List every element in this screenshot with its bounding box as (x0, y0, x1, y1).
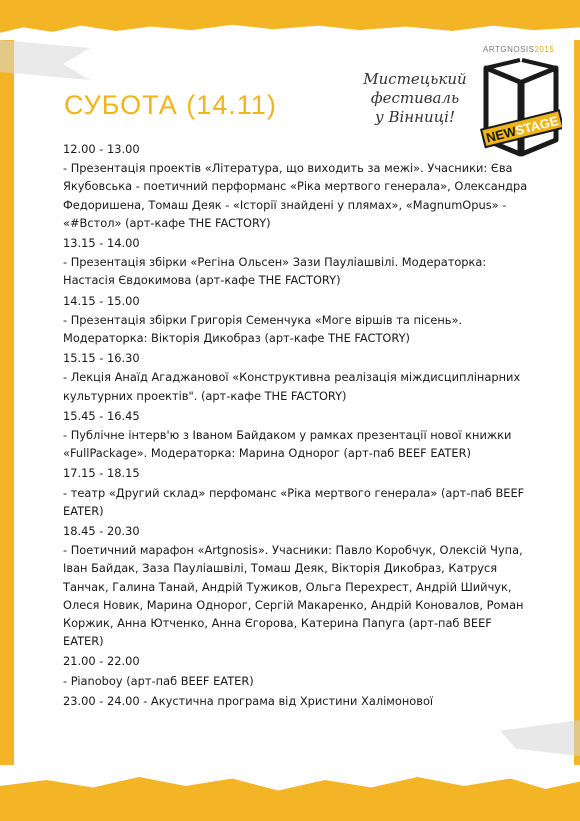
program-item (63, 652, 533, 691)
torn-top-edge (0, 22, 580, 40)
program-item (63, 349, 533, 407)
program-item (63, 522, 533, 652)
program-item (63, 234, 533, 292)
item-time: 15.45 - 16.45 (63, 408, 140, 423)
logo-text-stage: STAGE (513, 113, 560, 139)
program-schedule (63, 140, 533, 712)
brand-prefix: ARTGNOSIS (483, 45, 535, 54)
day-title: СУБОТА (14.11) (64, 90, 277, 120)
item-description: - Презентація збірки «Регіна Ольсен» Зази Пауліашвілі. Модераторка: Настасія Євдокимова (арт-кафе THE FACTORY) (63, 255, 487, 288)
program-item (63, 140, 533, 234)
item-description: - Презентація збірки Григорія Семенчука «Моге віршів та пісень». Модераторка: Вікторія Дикобраз (арт-кафе THE FACTORY) (63, 312, 463, 346)
item-description: - Презентація проектів «Література, що виходить за межі». Учасники: Єва Якубовська - поетичний перформанс «Ріка мертвого генерала», Олександра Федоришена, Томаш Деяк - «Історії знайдені у плямах», «MagnumOpus» - «#Встол» (арт-кафе THE FACTORY) (63, 161, 528, 230)
item-time: 17.15 - 18.15 (63, 466, 140, 481)
festival-tagline (340, 70, 490, 127)
program-item (63, 692, 533, 712)
tagline-line: фестиваль (370, 89, 460, 107)
tagline-line: Мистецький (363, 70, 467, 88)
brand-year: 2015 (534, 45, 555, 54)
item-description: 23.00 - 24.00 - Акустична програма від Христини Халімонової (63, 693, 434, 708)
item-description: - Публічне інтерв'ю з Іваном Байдаком у рамках презентації нової книжки «FullPackage». Модераторка: Марина Однорог (арт-паб BEEF EATER) (63, 428, 512, 461)
item-time: 21.00 - 22.00 (63, 654, 140, 669)
item-time: 12.00 - 13.00 (63, 142, 140, 156)
program-item (63, 292, 533, 350)
item-time: 13.15 - 14.00 (63, 236, 140, 251)
item-description: - Поетичний марафон «Artgnosis». Учасники: Павло Коробчук, Олексій Чупа, Іван Байдак, Заза Пауліашвілі, Томаш Деяк, Вікторія Дикобраз, Катруся Танчак, Галина Танай, Андрій Тужиков, Ольга Перехрест, Андрій Шийчук, Олеся Новик, Марина Однорог, Сергій Макаренко, Андрій Коновалов, Роман Коржик, Анна Ютченко, Анна Єгорова, Катерина Папуга (арт-паб BEEF EATER) (63, 543, 524, 649)
program-item (63, 464, 533, 522)
brand-name (483, 45, 563, 54)
item-time: 15.15 - 16.30 (63, 351, 140, 366)
program-item (63, 407, 533, 465)
item-time: 18.45 - 20.30 (63, 524, 140, 539)
tagline-line: у Вінниці! (374, 108, 455, 126)
item-description: - театр «Другий склад» перфоманс «Ріка мертвого генерала» (арт-паб BEEF EATER) (63, 485, 525, 518)
item-description: - Лекція Анаїд Агаджанової «Конструктивна реалізація міждисциплінарних культурних проектів". (арт-кафе THE FACTORY) (63, 370, 521, 403)
logo-text-new: NEW (484, 123, 518, 146)
torn-bottom-edge (0, 765, 580, 795)
item-description: - Pianoboy (арт-паб BEEF EATER) (63, 673, 254, 688)
item-time: 14.15 - 15.00 (63, 293, 140, 308)
